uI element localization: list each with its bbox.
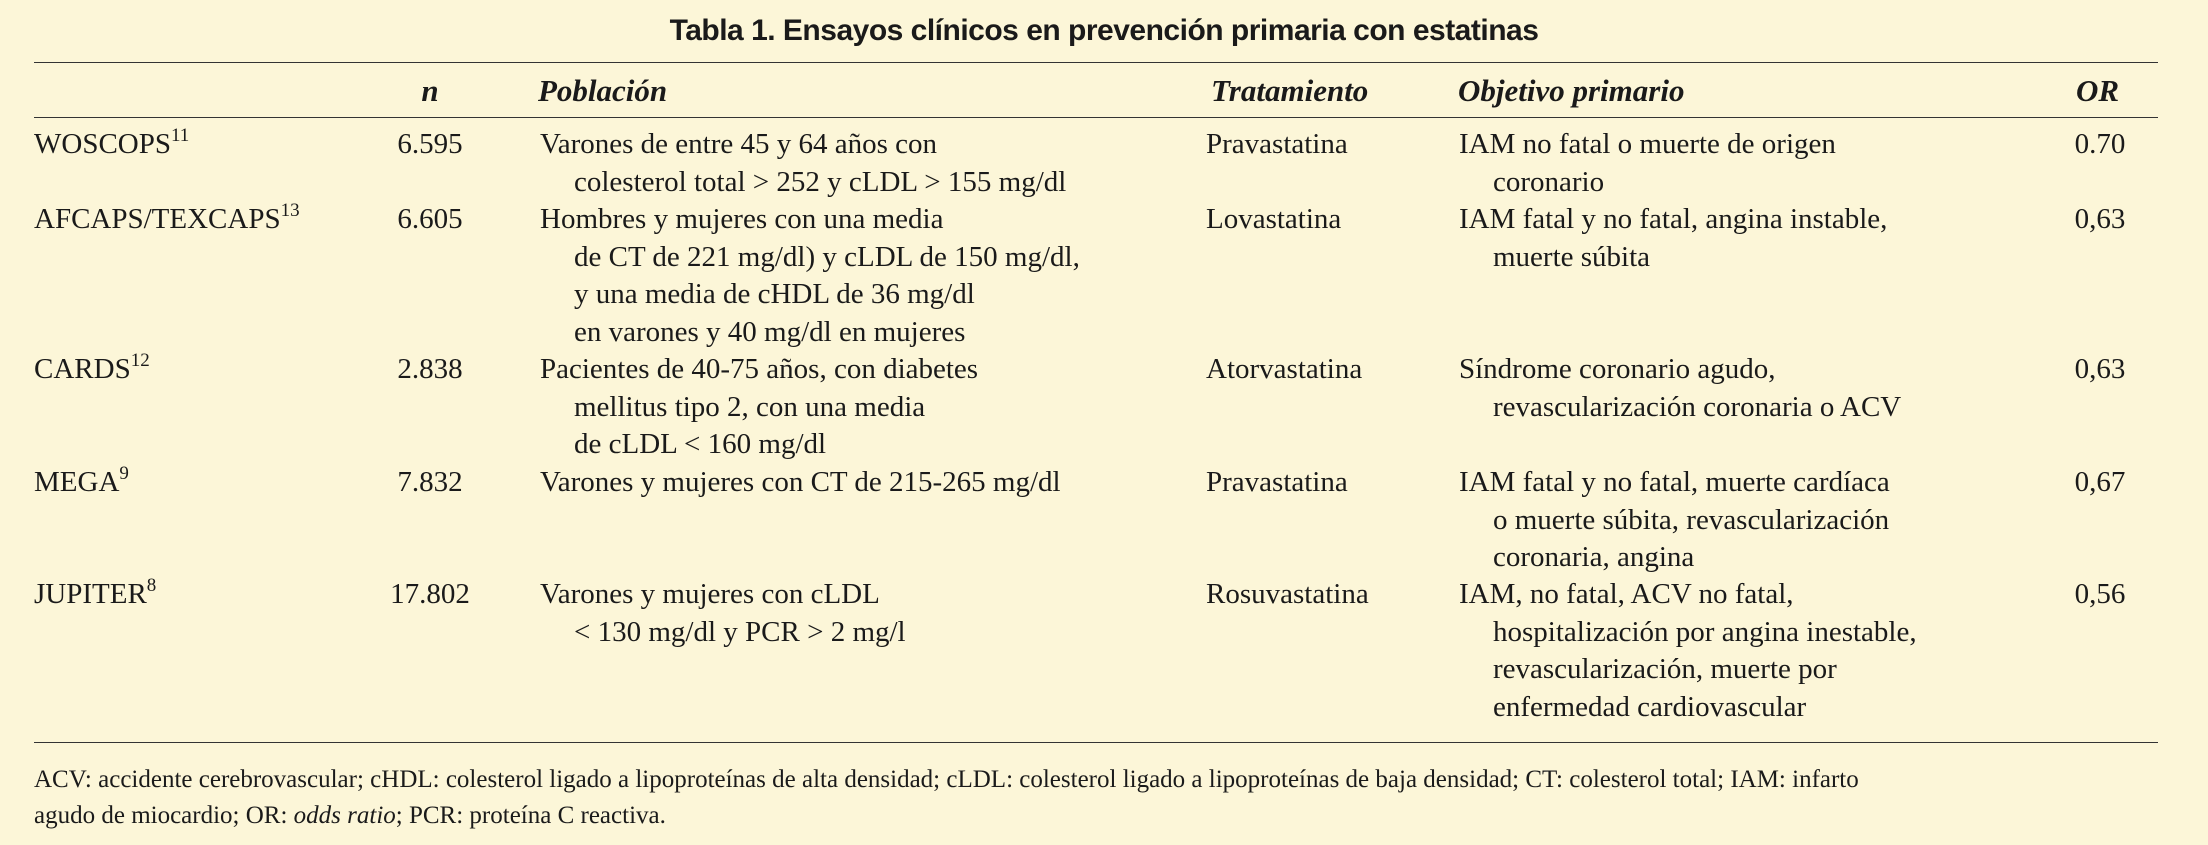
poblacion-line: Varones y mujeres con cLDL bbox=[540, 578, 880, 610]
header-tratamiento: Tratamiento bbox=[1211, 73, 1369, 108]
row-poblacion bbox=[540, 126, 1066, 201]
poblacion-line: mellitus tipo 2, con una media bbox=[574, 390, 926, 423]
row-study bbox=[34, 201, 300, 239]
row-n: 2.838 bbox=[397, 353, 463, 385]
study-name: MEGA bbox=[34, 466, 120, 498]
row-tratamiento: Pravastatina bbox=[1206, 466, 1348, 498]
footnote-text: agudo de miocardio; OR: bbox=[34, 802, 294, 829]
row-study bbox=[34, 576, 156, 614]
poblacion-line: y una media de cHDL de 36 mg/dl bbox=[574, 278, 975, 310]
study-name: WOSCOPS bbox=[34, 128, 171, 160]
objetivo-line: IAM fatal y no fatal, muerte cardíaca bbox=[1459, 466, 1890, 498]
row-poblacion bbox=[540, 576, 906, 651]
poblacion-line: Varones de entre 45 y 64 años con bbox=[540, 128, 938, 160]
row-objetivo bbox=[1459, 464, 1890, 577]
row-tratamiento: Atorvastatina bbox=[1206, 353, 1363, 385]
row-study bbox=[34, 464, 129, 502]
row-objetivo bbox=[1459, 201, 1887, 276]
header-objetivo: Objetivo primario bbox=[1458, 73, 1685, 108]
footnote-italic-term: odds ratio bbox=[293, 802, 396, 829]
row-tratamiento: Lovastatina bbox=[1206, 203, 1342, 235]
objetivo-line: revascularización coronaria o ACV bbox=[1493, 390, 1902, 423]
row-n: 7.832 bbox=[397, 466, 463, 498]
row-or: 0,67 bbox=[2074, 466, 2126, 498]
row-or: 0,56 bbox=[2074, 578, 2126, 610]
objetivo-line: o muerte súbita, revascularización bbox=[1493, 503, 1890, 536]
row-n: 6.605 bbox=[397, 203, 463, 235]
row-objetivo bbox=[1459, 576, 1917, 726]
row-objetivo bbox=[1459, 126, 1836, 201]
poblacion-line: Varones y mujeres con CT de 215-265 mg/dl bbox=[540, 466, 1061, 498]
table-title: Tabla 1. Ensayos clínicos en prevención primaria con estatinas bbox=[669, 14, 1539, 47]
row-study bbox=[34, 126, 189, 164]
objetivo-line: Síndrome coronario agudo, bbox=[1459, 353, 1776, 385]
study-name: CARDS bbox=[34, 353, 131, 385]
objetivo-line: enfermedad cardiovascular bbox=[1493, 690, 1807, 723]
poblacion-line: Hombres y mujeres con una media bbox=[540, 203, 944, 235]
study-ref: 8 bbox=[146, 575, 157, 596]
top-rule bbox=[34, 62, 2158, 63]
row-tratamiento: Pravastatina bbox=[1206, 128, 1348, 160]
table-footnote bbox=[34, 762, 2164, 834]
poblacion-line: colesterol total > 252 y cLDL > 155 mg/dl bbox=[574, 165, 1067, 198]
header-poblacion: Población bbox=[538, 73, 668, 108]
row-or: 0.70 bbox=[2074, 128, 2126, 160]
objetivo-line: coronaria, angina bbox=[1493, 541, 1695, 573]
poblacion-line: Pacientes de 40-75 años, con diabetes bbox=[540, 353, 979, 385]
row-study bbox=[34, 351, 150, 389]
footnote-line-2 bbox=[34, 798, 2164, 834]
header-rule bbox=[34, 117, 2158, 118]
objetivo-line: coronario bbox=[1493, 165, 1605, 198]
header-or: OR bbox=[2076, 73, 2120, 108]
objetivo-line: IAM fatal y no fatal, angina instable, bbox=[1459, 203, 1888, 235]
poblacion-line: en varones y 40 mg/dl en mujeres bbox=[574, 315, 966, 348]
poblacion-line: de cLDL < 160 mg/dl bbox=[574, 428, 827, 460]
study-ref: 11 bbox=[171, 125, 190, 146]
row-n: 6.595 bbox=[397, 128, 463, 160]
row-poblacion bbox=[540, 351, 978, 464]
footnote-text: ; PCR: proteína C reactiva. bbox=[395, 802, 666, 829]
row-or: 0,63 bbox=[2074, 203, 2126, 235]
study-ref: 9 bbox=[119, 463, 129, 484]
footnote-line-1: ACV: accidente cerebrovascular; cHDL: colesterol ligado a lipoproteínas de alta densidad; cLDL: colesterol ligado a lipoproteínas de baja densidad; CT: colesterol total; IAM: infarto bbox=[34, 766, 1859, 793]
row-n: 17.802 bbox=[390, 578, 470, 610]
objetivo-line: revascularización, muerte por bbox=[1493, 653, 1837, 685]
poblacion-line: < 130 mg/dl y PCR > 2 mg/l bbox=[574, 615, 906, 648]
bottom-rule bbox=[34, 742, 2158, 743]
row-or: 0,63 bbox=[2074, 353, 2126, 385]
row-poblacion bbox=[540, 464, 1061, 502]
study-name: JUPITER bbox=[34, 578, 147, 610]
row-tratamiento: Rosuvastatina bbox=[1206, 578, 1369, 610]
study-name: AFCAPS/TEXCAPS bbox=[34, 203, 281, 235]
header-n: n bbox=[421, 73, 439, 108]
row-objetivo bbox=[1459, 351, 1901, 426]
objetivo-line: IAM no fatal o muerte de origen bbox=[1459, 128, 1836, 160]
objetivo-line: muerte súbita bbox=[1493, 240, 1651, 273]
study-ref: 13 bbox=[280, 200, 300, 221]
objetivo-line: IAM, no fatal, ACV no fatal, bbox=[1459, 578, 1794, 610]
objetivo-line: hospitalización por angina inestable, bbox=[1493, 615, 1917, 648]
poblacion-line: de CT de 221 mg/dl) y cLDL de 150 mg/dl, bbox=[574, 240, 1080, 273]
row-poblacion bbox=[540, 201, 1080, 351]
study-ref: 12 bbox=[130, 350, 150, 371]
